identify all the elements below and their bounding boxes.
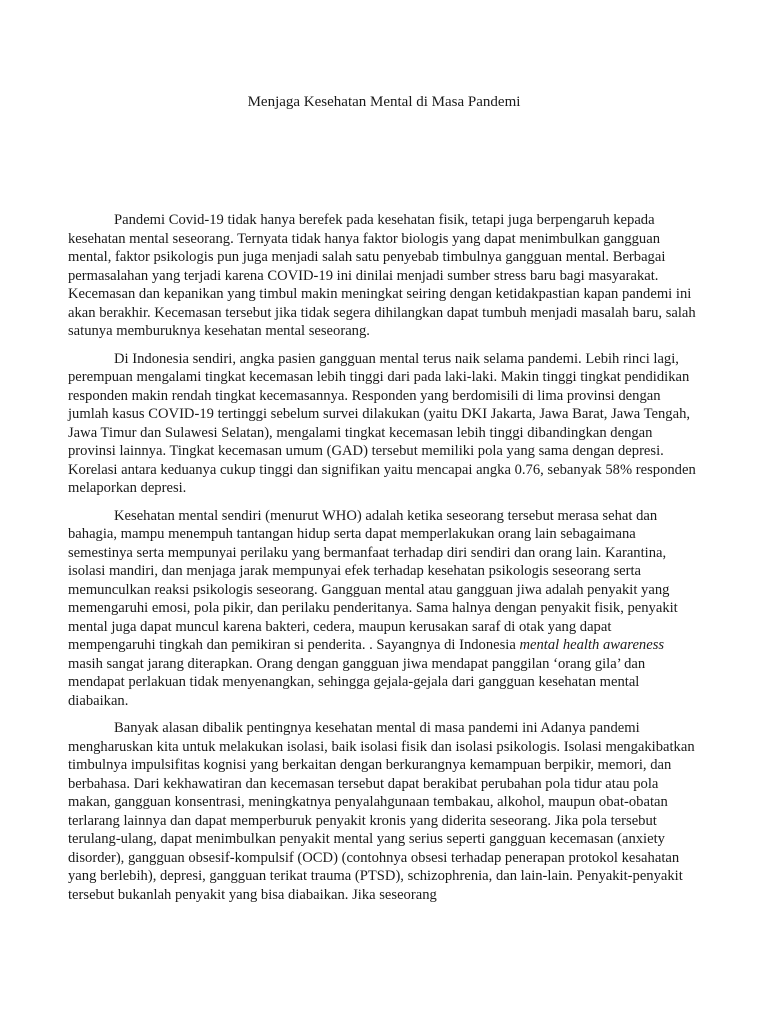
emphasized-phrase: mental health awareness (519, 637, 665, 653)
paragraph-mental-health-definition (68, 507, 702, 711)
paragraph-importance-reasons: Banyak alasan dibalik pentingnya kesehatan mental di masa pandemi ini Adanya pandemi mengharuskan kita untuk melakukan isolasi, baik isolasi fisik dan isolasi psikologis. Isolasi mengakibatkan timbulnya impulsifitas kognisi yang berkaitan dengan berkurangnya kemampuan berpikir, memori, dan berbahasa. Dari kekhawatiran dan kecemasan tersebut dapat berakibat perubahan pola tidur atau pola makan, gangguan konsentrasi, meningkatnya penyalahgunaan tembakau, alkohol, maupun obat-obatan terlarang lainnya dan dapat memperburuk penyakit kronis yang diderita seseorang. Jika pola tersebut terulang-ulang, dapat menimbulkan penyakit mental yang serius seperti gangguan kecemasan (anxiety disorder), gangguan obsesif-kompulsif (OCD) (contohnya obsesi terhadap penerapan protokol kesahatan yang berlebih), depresi, gangguan terikat trauma (PTSD), schizophrenia, dan lain-lain. Penyakit-penyakit tersebut bukanlah penyakit yang bisa diabaikan. Jika seseorang (68, 720, 695, 903)
paragraph-pandemic-impact: Pandemi Covid-19 tidak hanya berefek pada kesehatan fisik, tetapi juga berpengaruh kepada kesehatan mental seseorang. Ternyata tidak hanya faktor biologis yang dapat menimbulkan gangguan mental, faktor psikologis pun juga menjadi salah satu penyebab timbulnya gangguan mental. Berbagai permasalahan yang terjadi karena COVID-19 ini dinilai menjadi sumber stress baru bagi masyarakat. Kecemasan dan kepanikan yang timbul makin meningkat seiring dengan ketidakpastian kapan pandemi ini akan berakhir. Kecemasan tersebut jika tidak segera dihilangkan dapat tumbuh menjadi masalah baru, salah satunya memburuknya kesehatan mental seseorang. (68, 212, 696, 339)
document-body (68, 211, 702, 913)
document-title: Menjaga Kesehatan Mental di Masa Pandemi (247, 94, 521, 110)
paragraph-text-after-emphasis: masih sangat jarang diterapkan. Orang dengan gangguan jiwa mendapat panggilan ‘orang gila’ dan mendapat perlakuan tidak menyenangkan, sehingga gejala-gejala dari gangguan kesehatan mental diabaikan. (68, 655, 646, 709)
paragraph-text-before-emphasis: Kesehatan mental sendiri (menurut WHO) adalah ketika seseorang tersebut merasa sehat dan bahagia, mampu menempuh tantangan hidup serta dapat memperlakukan orang lain sebagaimana semestinya serta mempunyai perilaku yang bermanfaat terhadap diri sendiri dan orang lain. Karantina, isolasi mandiri, dan menjaga jarak mempunyai efek terhadap kesehatan psikologis seseorang serta memunculkan reaksi psikologis seseorang. Gangguan mental atau gangguan jiwa adalah penyakit yang memengaruhi emosi, pola pikir, dan perilaku penderitanya. Sama halnya dengan penyakit fisik, penyakit mental juga dapat muncul karena bakteri, cedera, maupun kerusakan saraf di otak yang dapat mempengaruhi tingkah dan pemikiran si penderita. . Sayangnya di Indonesia (68, 507, 678, 653)
paragraph-indonesia-statistics: Di Indonesia sendiri, angka pasien gangguan mental terus naik selama pandemi. Lebih rinci lagi, perempuan mengalami tingkat kecemasan lebih tinggi dari pada laki-laki. Makin tinggi tingkat pendidikan responden makin rendah tingkat kecemasannya. Responden yang berdomisili di lima provinsi dengan jumlah kasus COVID-19 tertinggi sebelum survei dilakukan (yaitu DKI Jakarta, Jawa Barat, Jawa Tengah, Jawa Timur dan Sulawesi Selatan), mengalami tingkat kecemasan lebih tinggi dibandingkan dengan provinsi lainnya. Tingkat kecemasan umum (GAD) tersebut memiliki pola yang sama dengan depresi. Korelasi antara keduanya cukup tinggi dan signifikan yaitu mencapai angka 0.76, sebanyak 58% responden melaporkan depresi. (68, 350, 696, 496)
